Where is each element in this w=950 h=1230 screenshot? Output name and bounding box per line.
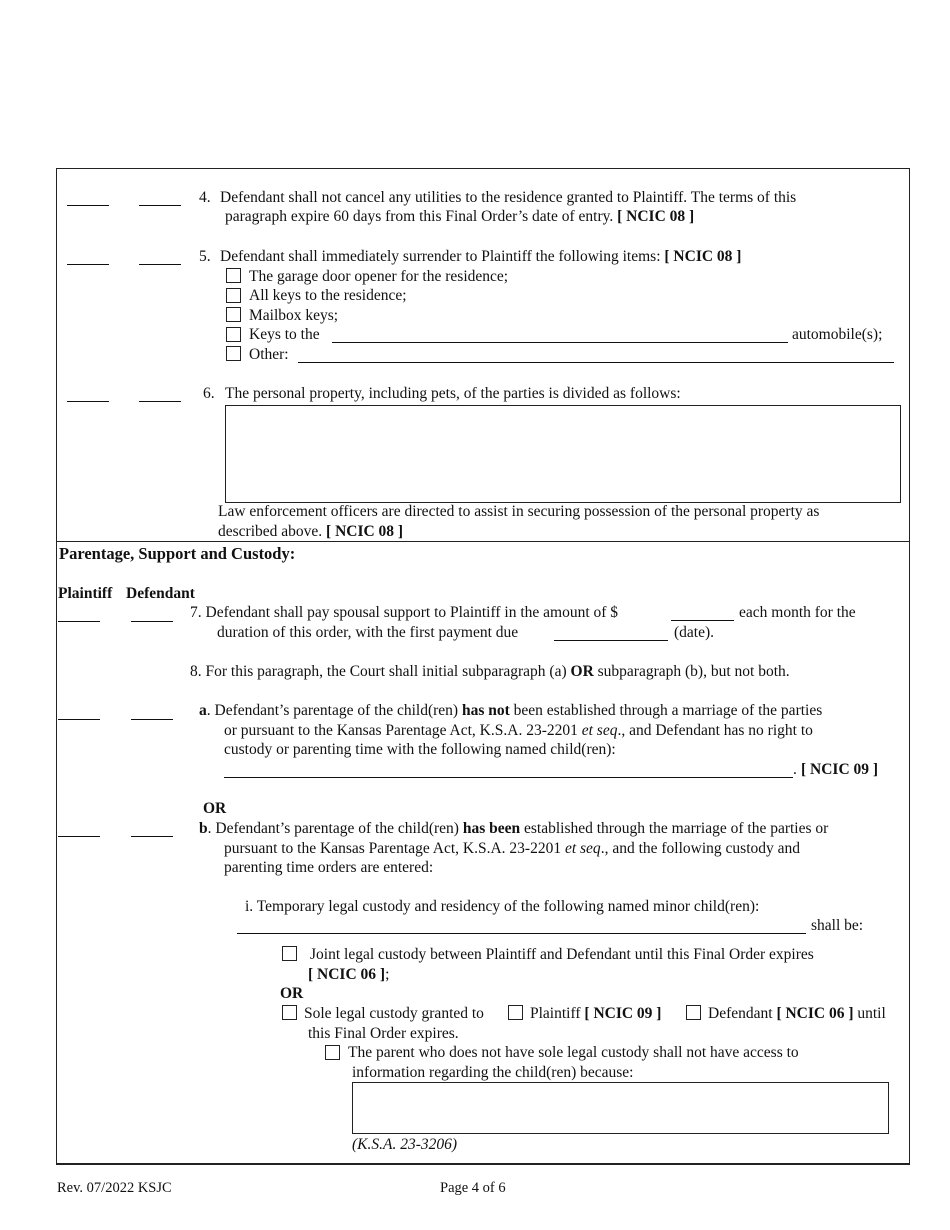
no-access-line2: information regarding the child(ren) because: — [352, 1064, 634, 1081]
item-automobile-keys: Keys to the — [249, 326, 320, 343]
p7-date-label: (date). — [674, 624, 715, 641]
p8a-l2-post: ., and Defendant has no right to — [617, 722, 813, 739]
section-divider — [56, 541, 910, 542]
p8a-l1-pre: . Defendant’s parentage of the child(ren) — [206, 702, 459, 719]
p8bi-shall-be: shall be: — [811, 917, 864, 934]
item-mailbox-keys: Mailbox keys; — [249, 307, 339, 324]
statute-reference: (K.S.A. 23-3206) — [352, 1136, 458, 1153]
checkbox-sole-defendant[interactable] — [686, 1005, 701, 1020]
p6-number: 6. — [203, 385, 215, 402]
p4-text-line2 — [225, 208, 694, 226]
p7-line2: duration of this order, with the first payment due — [217, 624, 519, 641]
p5-text — [220, 248, 741, 266]
checkbox-no-access[interactable] — [325, 1045, 340, 1060]
p8b-l1-post: established through the marriage of the parties or — [524, 820, 829, 837]
p7-line1: 7. Defendant shall pay spousal support to Plaintiff in the amount of $ — [190, 604, 619, 621]
sole-defendant-text: Defendant — [708, 1005, 773, 1022]
footer-page-number: Page 4 of 6 — [440, 1180, 506, 1196]
custody-or: OR — [280, 985, 304, 1002]
p8a-l1-post: been established through a marriage of the parties — [513, 702, 823, 719]
p6-ncic: [ NCIC 08 ] — [326, 523, 404, 540]
joint-custody-line1: Joint legal custody between Plaintiff and Defendant until this Final Order expires — [310, 946, 814, 963]
p6-law-line1: Law enforcement officers are directed to assist in securing possession of the personal property as — [218, 503, 820, 520]
table-bottom-border — [56, 1163, 910, 1165]
p8a-children-names-field[interactable] — [224, 777, 793, 778]
sole-plaintiff-text: Plaintiff — [530, 1005, 581, 1022]
p4-number: 4. — [199, 189, 211, 206]
sole-until: until — [857, 1005, 886, 1022]
defendant-initial-6[interactable] — [139, 401, 181, 402]
no-access-line1: The parent who does not have sole legal custody shall not have access to — [348, 1044, 799, 1061]
checkbox-residence-keys[interactable] — [226, 288, 241, 303]
p8b-l2-pre: pursuant to the Kansas Parentage Act, K.S.A. 23-2201 — [224, 840, 562, 857]
plaintiff-initial-7[interactable] — [58, 621, 100, 622]
spousal-support-amount-field[interactable] — [671, 620, 734, 621]
property-division-textbox[interactable] — [225, 405, 901, 503]
p8-or: OR — [570, 663, 594, 680]
item-other: Other: — [249, 346, 289, 363]
column-plaintiff: Plaintiff — [58, 585, 113, 602]
defendant-initial-8a[interactable] — [131, 719, 173, 720]
checkbox-sole-plaintiff[interactable] — [508, 1005, 523, 1020]
plaintiff-initial-6[interactable] — [67, 401, 109, 402]
defendant-initial-5[interactable] — [139, 264, 181, 265]
table-top-border — [56, 168, 910, 169]
p4-ncic: [ NCIC 08 ] — [617, 208, 695, 225]
first-payment-date-field[interactable] — [554, 640, 668, 641]
p8b-l1-pre: . Defendant’s parentage of the child(ren) — [207, 820, 459, 837]
p8-pre: 8. For this paragraph, the Court shall initial subparagraph (a) — [190, 663, 567, 680]
column-defendant: Defendant — [126, 585, 195, 602]
p8a-line3: custody or parenting time with the following named child(ren): — [224, 741, 616, 758]
p8b-line3: parenting time orders are entered: — [224, 859, 434, 876]
p8a-ncic: [ NCIC 09 ] — [801, 761, 879, 778]
p8bi-children-names-field[interactable] — [237, 933, 806, 934]
plaintiff-initial-5[interactable] — [67, 264, 109, 265]
sole-defendant-label — [708, 1005, 886, 1023]
p8a-l1-bold: has not — [461, 702, 510, 719]
p8a-letter: a — [199, 702, 207, 719]
automobile-label: automobile(s); — [792, 326, 883, 343]
p8-post: subparagraph (b), but not both. — [597, 663, 790, 680]
sole-custody-line2: this Final Order expires. — [308, 1025, 459, 1042]
sole-plaintiff-ncic: [ NCIC 09 ] — [584, 1005, 662, 1022]
p8b-l1-bold: has been — [462, 820, 521, 837]
p5-number: 5. — [199, 248, 211, 265]
joint-custody-line2 — [308, 966, 389, 984]
joint-ncic: [ NCIC 06 ] — [308, 966, 386, 983]
p4-text-line1: Defendant shall not cancel any utilities to the residence granted to Plaintiff. The terms of this — [220, 189, 797, 206]
defendant-initial-4[interactable] — [139, 205, 181, 206]
checkbox-automobile-keys[interactable] — [226, 327, 241, 342]
p8a-l2-pre: or pursuant to the Kansas Parentage Act, K.S.A. 23-2201 — [224, 722, 578, 739]
sole-custody-label: Sole legal custody granted to — [304, 1005, 484, 1022]
section-title: Parentage, Support and Custody: — [59, 544, 296, 563]
p8b-l2-italic: et seq — [564, 840, 601, 857]
p6-law2: described above. — [218, 523, 323, 540]
plaintiff-initial-4[interactable] — [67, 205, 109, 206]
item-garage-opener: The garage door opener for the residence; — [249, 268, 509, 285]
table-right-border — [909, 168, 910, 1164]
other-field[interactable] — [298, 362, 894, 363]
defendant-initial-7[interactable] — [131, 621, 173, 622]
p4-text2: paragraph expire 60 days from this Final Order’s date of entry. — [225, 208, 614, 225]
checkbox-other[interactable] — [226, 346, 241, 361]
checkbox-joint-custody[interactable] — [282, 946, 297, 961]
p8b-letter: b — [199, 820, 208, 837]
joint-semicolon: ; — [385, 966, 390, 983]
p6-text: The personal property, including pets, of the parties is divided as follows: — [225, 385, 681, 402]
p8bi-text: i. Temporary legal custody and residency of the following named minor child(ren): — [245, 898, 760, 915]
checkbox-sole-custody[interactable] — [282, 1005, 297, 1020]
no-access-reason-textbox[interactable] — [352, 1082, 889, 1134]
p8a-line1 — [199, 702, 822, 720]
p5-text-main: Defendant shall immediately surrender to Plaintiff the following items: — [220, 248, 661, 265]
sole-defendant-ncic: [ NCIC 06 ] — [776, 1005, 854, 1022]
p5-ncic: [ NCIC 08 ] — [664, 248, 742, 265]
automobile-field[interactable] — [332, 342, 788, 343]
plaintiff-initial-8a[interactable] — [58, 719, 100, 720]
checkbox-garage-opener[interactable] — [226, 268, 241, 283]
p7-each-month: each month for the — [739, 604, 856, 621]
defendant-initial-8b[interactable] — [131, 836, 173, 837]
or-separator: OR — [203, 800, 227, 817]
p8a-period: . — [793, 761, 797, 778]
checkbox-mailbox-keys[interactable] — [226, 307, 241, 322]
sole-plaintiff-label — [530, 1005, 661, 1023]
table-left-border — [56, 168, 57, 1164]
p8-text — [190, 663, 790, 681]
p8a-l2-italic: et seq — [581, 722, 618, 739]
p8a-line2 — [224, 722, 813, 740]
plaintiff-initial-8b[interactable] — [58, 836, 100, 837]
item-residence-keys: All keys to the residence; — [249, 287, 407, 304]
p6-law-line2 — [218, 523, 403, 541]
footer-revision: Rev. 07/2022 KSJC — [57, 1180, 172, 1196]
p8b-l2-post: ., and the following custody and — [600, 840, 801, 857]
p8b-line1 — [199, 820, 828, 838]
p8b-line2 — [224, 840, 800, 858]
